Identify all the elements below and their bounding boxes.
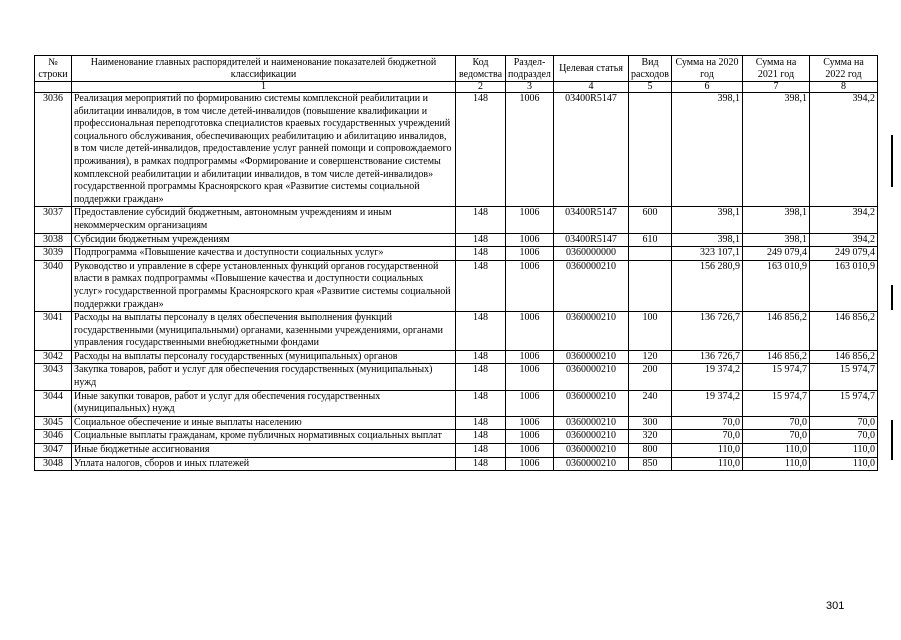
- margin-mark: [891, 420, 893, 460]
- target-cell: 0360000210: [554, 260, 629, 311]
- table-row: [35, 390, 878, 416]
- sum-2022-cell: 70,0: [810, 430, 878, 444]
- sum-2021-cell: 15 974,7: [743, 364, 810, 390]
- row-number-cell: 3039: [35, 247, 72, 261]
- table-row: [35, 416, 878, 430]
- header-section: Раздел-подраздел: [506, 56, 554, 82]
- dept-code-cell: 148: [456, 207, 506, 233]
- section-cell: 1006: [506, 247, 554, 261]
- section-cell: 1006: [506, 444, 554, 458]
- target-cell: 0360000210: [554, 457, 629, 471]
- table-row: [35, 247, 878, 261]
- header-sum-2021: Сумма на 2021 год: [743, 56, 810, 82]
- row-name-cell: Иные закупки товаров, работ и услуг для обеспечения государственных (муниципальных) нужд: [72, 390, 456, 416]
- expense-type-cell: [629, 247, 672, 261]
- table-body: [35, 93, 878, 471]
- column-number: 3: [506, 82, 554, 93]
- margin-mark: [891, 135, 893, 187]
- column-number: 8: [810, 82, 878, 93]
- target-cell: 0360000210: [554, 430, 629, 444]
- table-header-row: [35, 56, 878, 82]
- sum-2020-cell: 398,1: [672, 93, 743, 207]
- sum-2020-cell: 398,1: [672, 233, 743, 247]
- row-name-cell: Расходы на выплаты персоналу государственных (муниципальных) органов: [72, 350, 456, 364]
- table-row: [35, 430, 878, 444]
- row-name-cell: Социальное обеспечение и иные выплаты населению: [72, 416, 456, 430]
- expense-type-cell: 200: [629, 364, 672, 390]
- target-cell: 0360000000: [554, 247, 629, 261]
- expense-type-cell: 300: [629, 416, 672, 430]
- section-cell: 1006: [506, 260, 554, 311]
- sum-2020-cell: 19 374,2: [672, 364, 743, 390]
- sum-2022-cell: 146 856,2: [810, 350, 878, 364]
- sum-2020-cell: 110,0: [672, 457, 743, 471]
- dept-code-cell: 148: [456, 93, 506, 207]
- column-number: 5: [629, 82, 672, 93]
- sum-2022-cell: 110,0: [810, 444, 878, 458]
- row-number-cell: 3047: [35, 444, 72, 458]
- row-number-cell: 3041: [35, 312, 72, 351]
- row-name-cell: Расходы на выплаты персоналу в целях обеспечения выполнения функций государственными (муниципальными) органами, казенными учреждениями, органами управления государственными внебюджетными фондами: [72, 312, 456, 351]
- sum-2022-cell: 110,0: [810, 457, 878, 471]
- sum-2021-cell: 398,1: [743, 207, 810, 233]
- sum-2020-cell: 19 374,2: [672, 390, 743, 416]
- sum-2021-cell: 146 856,2: [743, 312, 810, 351]
- expense-type-cell: 850: [629, 457, 672, 471]
- expense-type-cell: 240: [629, 390, 672, 416]
- sum-2020-cell: 136 726,7: [672, 312, 743, 351]
- table-row: [35, 457, 878, 471]
- row-name-cell: Уплата налогов, сборов и иных платежей: [72, 457, 456, 471]
- expense-type-cell: 610: [629, 233, 672, 247]
- row-number-cell: 3037: [35, 207, 72, 233]
- column-number: [35, 82, 72, 93]
- header-dept-code: Код ведомства: [456, 56, 506, 82]
- table-row: [35, 260, 878, 311]
- sum-2021-cell: 110,0: [743, 444, 810, 458]
- header-target: Целевая статья: [554, 56, 629, 82]
- dept-code-cell: 148: [456, 364, 506, 390]
- row-number-cell: 3045: [35, 416, 72, 430]
- sum-2021-cell: 398,1: [743, 93, 810, 207]
- header-name: Наименование главных распорядителей и наименование показателей бюджетной классификации: [72, 56, 456, 82]
- dept-code-cell: 148: [456, 233, 506, 247]
- table-row: [35, 444, 878, 458]
- column-number: 2: [456, 82, 506, 93]
- dept-code-cell: 148: [456, 350, 506, 364]
- row-number-cell: 3044: [35, 390, 72, 416]
- sum-2022-cell: 70,0: [810, 416, 878, 430]
- sum-2021-cell: 70,0: [743, 416, 810, 430]
- dept-code-cell: 148: [456, 444, 506, 458]
- section-cell: 1006: [506, 364, 554, 390]
- row-name-cell: Иные бюджетные ассигнования: [72, 444, 456, 458]
- dept-code-cell: 148: [456, 260, 506, 311]
- column-number-row: [35, 82, 878, 93]
- sum-2020-cell: 398,1: [672, 207, 743, 233]
- row-number-cell: 3040: [35, 260, 72, 311]
- sum-2022-cell: 394,2: [810, 233, 878, 247]
- sum-2021-cell: 146 856,2: [743, 350, 810, 364]
- column-number: 7: [743, 82, 810, 93]
- section-cell: 1006: [506, 350, 554, 364]
- target-cell: 0360000210: [554, 312, 629, 351]
- table-row: [35, 364, 878, 390]
- sum-2021-cell: 15 974,7: [743, 390, 810, 416]
- section-cell: 1006: [506, 430, 554, 444]
- sum-2021-cell: 163 010,9: [743, 260, 810, 311]
- sum-2020-cell: 323 107,1: [672, 247, 743, 261]
- dept-code-cell: 148: [456, 312, 506, 351]
- section-cell: 1006: [506, 93, 554, 207]
- sum-2022-cell: 15 974,7: [810, 364, 878, 390]
- table-row: [35, 207, 878, 233]
- row-number-cell: 3046: [35, 430, 72, 444]
- sum-2022-cell: 146 856,2: [810, 312, 878, 351]
- sum-2021-cell: 398,1: [743, 233, 810, 247]
- target-cell: 0360000210: [554, 390, 629, 416]
- sum-2020-cell: 70,0: [672, 416, 743, 430]
- sum-2020-cell: 110,0: [672, 444, 743, 458]
- table-row: [35, 312, 878, 351]
- page-number: 301: [826, 600, 845, 612]
- sum-2022-cell: 249 079,4: [810, 247, 878, 261]
- sum-2022-cell: 15 974,7: [810, 390, 878, 416]
- sum-2022-cell: 394,2: [810, 207, 878, 233]
- table-row: [35, 93, 878, 207]
- dept-code-cell: 148: [456, 457, 506, 471]
- column-number: 1: [72, 82, 456, 93]
- target-cell: 0360000210: [554, 444, 629, 458]
- dept-code-cell: 148: [456, 416, 506, 430]
- budget-table: [34, 55, 878, 471]
- dept-code-cell: 148: [456, 430, 506, 444]
- section-cell: 1006: [506, 233, 554, 247]
- section-cell: 1006: [506, 207, 554, 233]
- row-number-cell: 3038: [35, 233, 72, 247]
- row-number-cell: 3048: [35, 457, 72, 471]
- dept-code-cell: 148: [456, 390, 506, 416]
- row-name-cell: Подпрограмма «Повышение качества и доступности социальных услуг»: [72, 247, 456, 261]
- sum-2021-cell: 70,0: [743, 430, 810, 444]
- row-name-cell: Субсидии бюджетным учреждениям: [72, 233, 456, 247]
- expense-type-cell: 320: [629, 430, 672, 444]
- margin-mark: [891, 285, 893, 310]
- header-sum-2020: Сумма на 2020 год: [672, 56, 743, 82]
- target-cell: 03400R5147: [554, 233, 629, 247]
- sum-2020-cell: 70,0: [672, 430, 743, 444]
- row-number-cell: 3036: [35, 93, 72, 207]
- expense-type-cell: 100: [629, 312, 672, 351]
- section-cell: 1006: [506, 416, 554, 430]
- row-name-cell: Руководство и управление в сфере установленных функций органов государственной власти в рамках подпрограммы «Повышение качества и доступности социальных услуг» государственной программы Красноярского края «Развитие системы социальной поддержки граждан»: [72, 260, 456, 311]
- target-cell: 03400R5147: [554, 93, 629, 207]
- sum-2021-cell: 110,0: [743, 457, 810, 471]
- expense-type-cell: 800: [629, 444, 672, 458]
- expense-type-cell: 600: [629, 207, 672, 233]
- row-number-cell: 3042: [35, 350, 72, 364]
- column-number: 4: [554, 82, 629, 93]
- section-cell: 1006: [506, 390, 554, 416]
- header-row-number: № строки: [35, 56, 72, 82]
- section-cell: 1006: [506, 457, 554, 471]
- expense-type-cell: [629, 93, 672, 207]
- row-name-cell: Социальные выплаты гражданам, кроме публичных нормативных социальных выплат: [72, 430, 456, 444]
- column-number: 6: [672, 82, 743, 93]
- table-row: [35, 350, 878, 364]
- sum-2020-cell: 156 280,9: [672, 260, 743, 311]
- sum-2022-cell: 163 010,9: [810, 260, 878, 311]
- target-cell: 0360000210: [554, 364, 629, 390]
- section-cell: 1006: [506, 312, 554, 351]
- header-sum-2022: Сумма на 2022 год: [810, 56, 878, 82]
- dept-code-cell: 148: [456, 247, 506, 261]
- expense-type-cell: 120: [629, 350, 672, 364]
- row-number-cell: 3043: [35, 364, 72, 390]
- sum-2021-cell: 249 079,4: [743, 247, 810, 261]
- header-expense-type: Вид расходов: [629, 56, 672, 82]
- sum-2022-cell: 394,2: [810, 93, 878, 207]
- sum-2020-cell: 136 726,7: [672, 350, 743, 364]
- target-cell: 0360000210: [554, 416, 629, 430]
- target-cell: 03400R5147: [554, 207, 629, 233]
- row-name-cell: Реализация мероприятий по формированию системы комплексной реабилитации и абилитации инвалидов, в том числе детей-инвалидов (повышение квалификации и профессиональная переподготовка специалистов краевых государственных учреждений социального обслуживания, обеспечивающих реабилитацию и абилитацию инвалидов, в том числе детей-инвалидов, предоставление услуг ранней помощи и сопровождаемого проживания), в рамках подпрограммы «Формирование и совершенствование системы комплексной реабилитации и абилитации инвалидов, в том числе детей-инвалидов» государственной программы Красноярского края «Развитие системы социальной поддержки граждан»: [72, 93, 456, 207]
- table-row: [35, 233, 878, 247]
- row-name-cell: Предоставление субсидий бюджетным, автономным учреждениям и иным некоммерческим организациям: [72, 207, 456, 233]
- row-name-cell: Закупка товаров, работ и услуг для обеспечения государственных (муниципальных) нужд: [72, 364, 456, 390]
- target-cell: 0360000210: [554, 350, 629, 364]
- expense-type-cell: [629, 260, 672, 311]
